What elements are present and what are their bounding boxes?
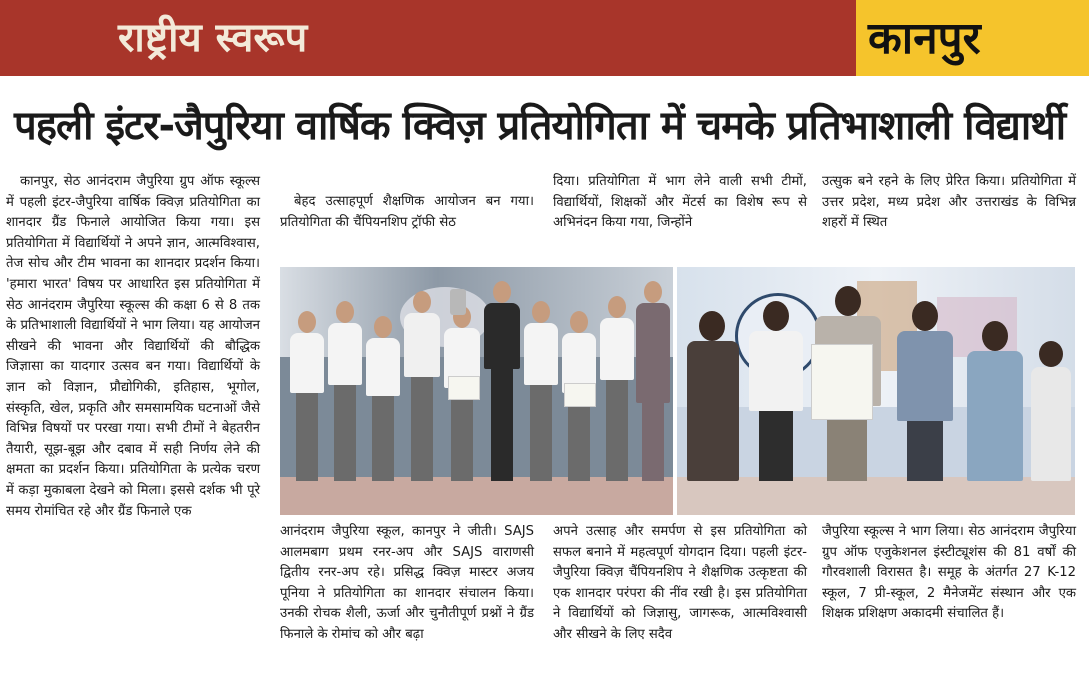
article-headline: पहली इंटर-जैपुरिया वार्षिक क्विज़ प्रतियोगिता में चमके प्रतिभाशाली विद्यार्थी — [14, 103, 1066, 149]
article-column-4-top — [822, 172, 1076, 234]
photo-students-trophy — [280, 267, 673, 515]
city-title: कानपुर — [868, 13, 981, 64]
city-banner — [856, 0, 1089, 76]
column-3-bottom-text: अपने उत्साह और समर्पण से इस प्रतियोगिता को सफल बनाने में महत्वपूर्ण योगदान दिया। पहली इंटर-जैपुरिया क्विज़ चैंपियनशिप ने शैक्षणिक उत्कृष्टता की एक शानदार परंपरा की नींव रखी है। इस प्रतियोगिता ने विद्यार्थियों को जिज्ञासु, जागरूक, आत्मविश्वासी और सीखने के लिए सदैव — [553, 524, 807, 642]
column-3-top-text: दिया। प्रतियोगिता में भाग लेने वाली सभी टीमों, विद्यार्थियों, शिक्षकों और मेंटर्स का विशेष रूप से अभिनंदन किया गया, जिन्होंने — [553, 174, 807, 231]
column-4-bottom-text: जैपुरिया स्कूल्स ने भाग लिया। सेठ आनंदराम जैपुरिया ग्रुप ऑफ एजुकेशनल इंस्टीट्यूशंस की 81 वर्षों की गौरवशाली विरासत है। समूह के अंतर्गत 27 K-12 स्कूल, 7 प्री-स्कूल, 2 मैनेजमेंट संस्थान और एक शिक्षक प्रशिक्षण अकादमी संचालित हैं। — [822, 524, 1076, 622]
photo-dignitaries-certificate — [677, 267, 1075, 515]
article-column-3-bottom — [553, 522, 807, 646]
section-banner — [0, 0, 856, 76]
article-column-1 — [6, 172, 260, 522]
column-1-text: कानपुर, सेठ आनंदराम जैपुरिया ग्रुप ऑफ स्कूल्स में पहली इंटर-जैपुरिया वार्षिक क्विज़ प्रतियोगिता का शानदार ग्रैंड फिनाले आयोजित किया गया। इस प्रतियोगिता में विद्यार्थियों ने अपने ज्ञान, आत्मविश्वास, तेज सोच और टीम भावना का शानदार प्रदर्शन किया। 'हमारा भारत' विषय पर आधारित इस प्रतियोगिता में सेठ आनंदराम जैपुरिया स्कूल्स की कक्षा 6 से 8 तक के प्रतिभाशाली विद्यार्थियों ने भाग लिया। यह आयोजन सीखने की भावना और विद्यार्थियों की बौद्धिक जिज्ञासा का यादगार उत्सव बन गया। विद्यार्थियों के ज्ञान को विज्ञान, प्रौद्योगिकी, इतिहास, भूगोल, संस्कृति, खेल, प्रकृति और समसामयिक घटनाओं जैसे विभिन्न विषयों पर परखा गया। सभी टीमों ने बेहतरीन तैयारी, सूझ-बूझ और दबाव में सही निर्णय लेने की क्षमता का प्रदर्शन किया। प्रतियोगिता के प्रत्येक चरण में कड़ा मुकाबला देखने को मिला। इससे दर्शक भी पूरे समय रोमांचित रहे और ग्रैंड फिनाले एक — [6, 174, 260, 519]
article-column-2-top — [280, 192, 534, 233]
article-column-3-top — [553, 172, 807, 234]
masthead — [0, 0, 1089, 76]
article-column-2-bottom — [280, 522, 534, 646]
column-2-top-text: बेहद उत्साहपूर्ण शैक्षणिक आयोजन बन गया। प्रतियोगिता की चैंपियनशिप ट्रॉफी सेठ — [280, 194, 534, 230]
section-title: राष्ट्रीय स्वरूप — [118, 15, 308, 61]
article-column-4-bottom — [822, 522, 1076, 625]
column-2-bottom-text: आनंदराम जैपुरिया स्कूल, कानपुर ने जीती। SAJS आलमबाग प्रथम रनर-अप और SAJS वाराणसी द्वितीय रनर-अप रहे। प्रसिद्ध क्विज़ मास्टर अजय पूनिया ने प्रतियोगिता का शानदार संचालन किया। उनकी रोचक शैली, ऊर्जा और चुनौतीपूर्ण प्रश्नों ने ग्रैंड फिनाले के रोमांच को और बढ़ा — [280, 524, 534, 642]
column-4-top-text: उत्सुक बने रहने के लिए प्रेरित किया। प्रतियोगिता में उत्तर प्रदेश, मध्य प्रदेश और उत्तराखंड के विभिन्न शहरों में स्थित — [822, 174, 1076, 231]
photo-strip — [280, 267, 1075, 515]
